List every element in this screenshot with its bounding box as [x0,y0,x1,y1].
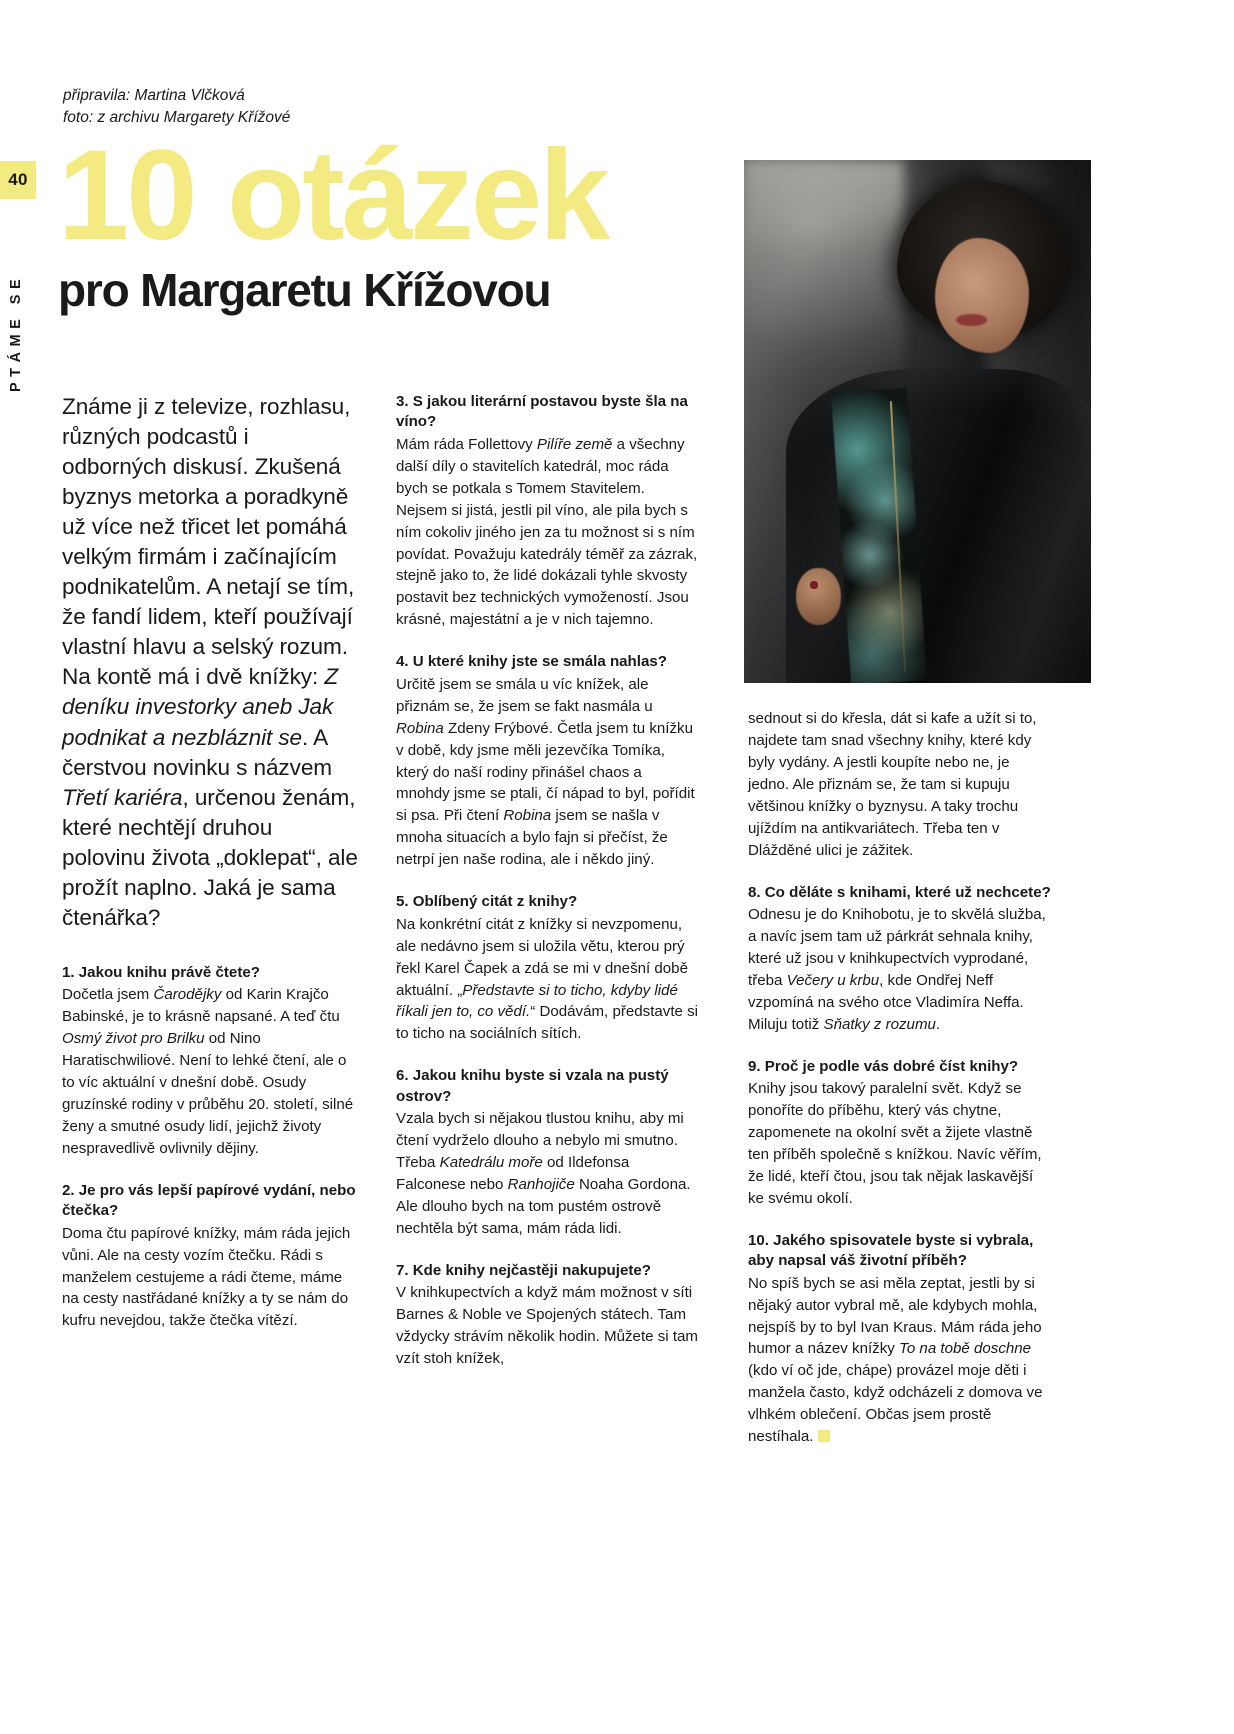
answer-text: Dočetla jsem [62,986,154,1004]
lede-text-3: , určenou ženám, které nechtějí druhou polovinu života „doklepat“, ale prožít naplno. Jaká je sama čtenářka? [62,784,358,930]
page-number-tab [0,161,36,199]
answer-text: Noaha Gordona. Ale dlouho bych na tom pustém ostrově nechtěla být sama, mám ráda lidi. [396,1175,691,1237]
book-title: Večery u krbu [786,971,880,989]
credit-photo: foto: z archivu Margarety Křížové [63,109,291,126]
column-middle [396,392,698,1370]
qa-question: 2. Je pro vás lepší papírové vydání, nebo čtečka? [62,1181,356,1220]
photo-vignette [744,160,1091,683]
answer-text: Mám ráda Follettovy [396,435,537,453]
qa-question: 9. Proč je podle vás dobré číst knihy? [748,1057,1019,1075]
answer-text: “ Dodávám, představte si to ticho na sociálních sítích. [396,1003,699,1043]
book-title: To na tobě doschne [899,1340,1032,1358]
answer-text: Vzala bych si nějakou tlustou knihu, aby mi čtení vydrželo dlouho a nebylo mi smutno. Třeba [396,1110,684,1172]
qa-list-middle [396,392,698,1370]
qa-list-left [62,963,358,1333]
credits [63,85,290,129]
credit-author: připravila: Martina Vlčková [63,87,245,104]
qa-question: 8. Co děláte s knihami, které už nechcete? [748,883,1051,901]
qa-answer [748,904,1051,1036]
qa-answer [396,1282,698,1370]
answer-text: od Nino Haratischwiliové. Není to lehké čtení, ale o to víc aktuální v dnešní době. Osudy gruzínské rodiny v průběhu 20. století, silné ženy a smutné osudy lidí, jejichž životy nespravedlivě ovlivnily dějiny. [62,1030,354,1157]
lede-paragraph [62,392,358,933]
answer-text: (kdo ví oč jde, chápe) provázel moje děti i manžela často, když odcházeli z domova ve vlhkém oblečení. Občas jsem prostě nestíhala. [748,1362,1043,1446]
page-number: 40 [8,170,28,189]
qa-question: 3. S jakou literární postavou byste šla na víno? [396,393,688,431]
qa-question: 6. Jakou knihu byste si vzala na pustý ostrov? [396,1067,669,1105]
qa-block [748,708,1051,862]
qa-block [396,652,698,871]
answer-text: Zdeny Frýbové. Četla jsem tu knížku v době, kdy jsme měli jezevčíka Tomíka, který do naší rodiny přinášel chaos a mnohdy jsme se ptali, čí nápad to byl, pořídit si psa. Při čtení [396,719,695,825]
answer-text: Na konkrétní citát z knížky si nevzpomenu, ale nedávno jsem si uložila větu, kterou prý řekl Karel Čapek a zdá se mi v dnešní době aktuální. „ [396,915,688,999]
answer-text: od Ildefonsa Falconese nebo [396,1154,630,1193]
qa-block [396,1066,698,1239]
answer-text: No spíš bych se asi měla zeptat, jestli by si nějaký autor vybral mě, ale kdybych mohla, nejspíš by to byl Ivan Kraus. Mám ráda jeho humor a název knížky [748,1274,1042,1358]
answer-text: Odnesu je do Knihobotu, je to skvělá služba, a navíc jsem tam už párkrát sehnala knihy, které už jsou v knihkupectvích vyprodané, třeba [748,906,1046,989]
answer-text: , kde Ondřej Neff vzpomíná na svého otce Vladimíra Neffa. Miluju totiž [748,971,1024,1033]
book-title: Ranhojiče [507,1175,575,1193]
qa-block [62,963,358,1160]
lede-book-1: Z deníku investorky aneb Jak podnikat a nezbláznit se [62,664,339,750]
qa-block [396,392,698,631]
lede-text-2: . A čerstvou novinku s názvem [62,724,333,780]
page-title: 10 otázek [58,124,608,267]
qa-question: 4. U které knihy jste se smála nahlas? [396,653,667,671]
page-subtitle: pro Margaretu Křížovou [58,263,551,316]
answer-text: V knihkupectvích a když mám možnost v síti Barnes & Noble ve Spojených státech. Tam vždycky strávím několik hodin. Můžete si tam vzít stoh knížek, [396,1284,698,1368]
qa-answer [396,674,698,872]
qa-question: 7. Kde knihy nejčastěji nakupujete? [396,1261,651,1279]
answer-text: Knihy jsou takový paralelní svět. Když se ponoříte do příběhu, který vás chytne, zapomenete na okolní svět a žijete vlastně ten příběh společně s knížkou. Navíc věřím, že lidé, kteří čtou, jsou tak nějak laskavější ke svému okolí. [748,1080,1042,1207]
answer-text: Doma čtu papírové knížky, mám ráda jejich vůni. Ale na cesty vozím čtečku. Rádi s manželem cestujeme a rádi čteme, máme na cesty nastřádané knížky a ty se nám do kufru nevejdou, takže čtečka vítězí. [62,1224,351,1330]
qa-block [748,883,1051,1036]
qa-block [748,1231,1051,1448]
qa-answer [748,1078,1051,1210]
book-title: Robina [396,719,444,737]
book-title: Sňatky z rozumu [823,1015,936,1033]
book-title: Představte si to ticho, kdyby lidé říkali jen to, co vědí. [396,981,678,1021]
qa-answer [396,914,698,1046]
qa-answer [396,434,698,632]
book-title: Robina [503,807,552,825]
qa-question: 1. Jakou knihu právě čtete? [62,963,260,981]
qa-answer [62,1223,358,1333]
qa-answer [396,1108,698,1240]
qa-answer [62,984,358,1160]
qa-block [62,1181,358,1333]
book-title: Pilíře země [536,435,613,453]
end-mark [818,1430,830,1442]
qa-block [396,1261,698,1370]
column-left [62,392,358,1332]
qa-answer [748,708,1051,862]
masthead [58,124,758,316]
qa-question: 5. Oblíbený citát z knihy? [396,893,578,911]
answer-text: od Karin Krajčo Babinské, je to krásně napsané. A teď čtu [62,986,340,1026]
section-rubric: PTÁME SE [8,273,24,392]
answer-text: . [935,1015,941,1033]
qa-answer [748,1273,1051,1449]
lede-text-1: Známe ji z televize, rozhlasu, různých podcastů i odborných diskusí. Zkušená byznys metorka a poradkyně už více než třicet let pomáhá velkým firmám i začínajícím podnikatelům. A netají se tím, že fandí lidem, kteří používají vlastní hlavu a selský rozum. Na kontě má i dvě knížky: [62,394,355,690]
answer-text: a všechny další díly o stavitelích katedrál, moc ráda bych se potkala s Tomem Stavitelem. Nejsem si jistá, jestli pil víno, ale pila bych s ním cokoliv jiného jen za tu možnost si s ním povídat. Považuju katedrály téměř za zázrak, stejně jako to, že lidé dokázali tyhle skvosty postavit bez technických vymožeností. Jsou krásné, majestátní a je v nich tajemno. [396,435,698,629]
portrait-photo [744,160,1091,683]
qa-block [396,892,698,1045]
lede-book-2: Třetí kariéra [62,784,183,810]
qa-block [748,1057,1051,1210]
qa-list-right [748,708,1051,1448]
book-title: Čarodějky [153,986,222,1004]
book-title: Osmý život pro Brilku [62,1030,205,1048]
answer-text: jsem se našla v mnoha situacích a bylo fajn si přečíst, že netrpí jen naše rodina, ale i někdo jiný. [396,807,668,869]
book-title: Katedrálu moře [439,1154,543,1172]
answer-text: Určitě jsem se smála u víc knížek, ale přiznám se, že jsem se fakt nasmála u [396,675,653,715]
answer-text: sednout si do křesla, dát si kafe a užít si to, najdete tam snad všechny knihy, které kdy byly vydány. A jestli koupíte nebo ne, je jedno. Ale přiznám se, že tam si kupuju většinou knížky o byznysu. A taky trochu ujíždím na antikvariátech. Třeba ten v Dlážděné ulici je zážitek. [748,710,1037,859]
column-right [748,708,1051,1448]
qa-question: 10. Jakého spisovatele byste si vybrala, aby napsal váš životní příběh? [748,1231,1034,1270]
